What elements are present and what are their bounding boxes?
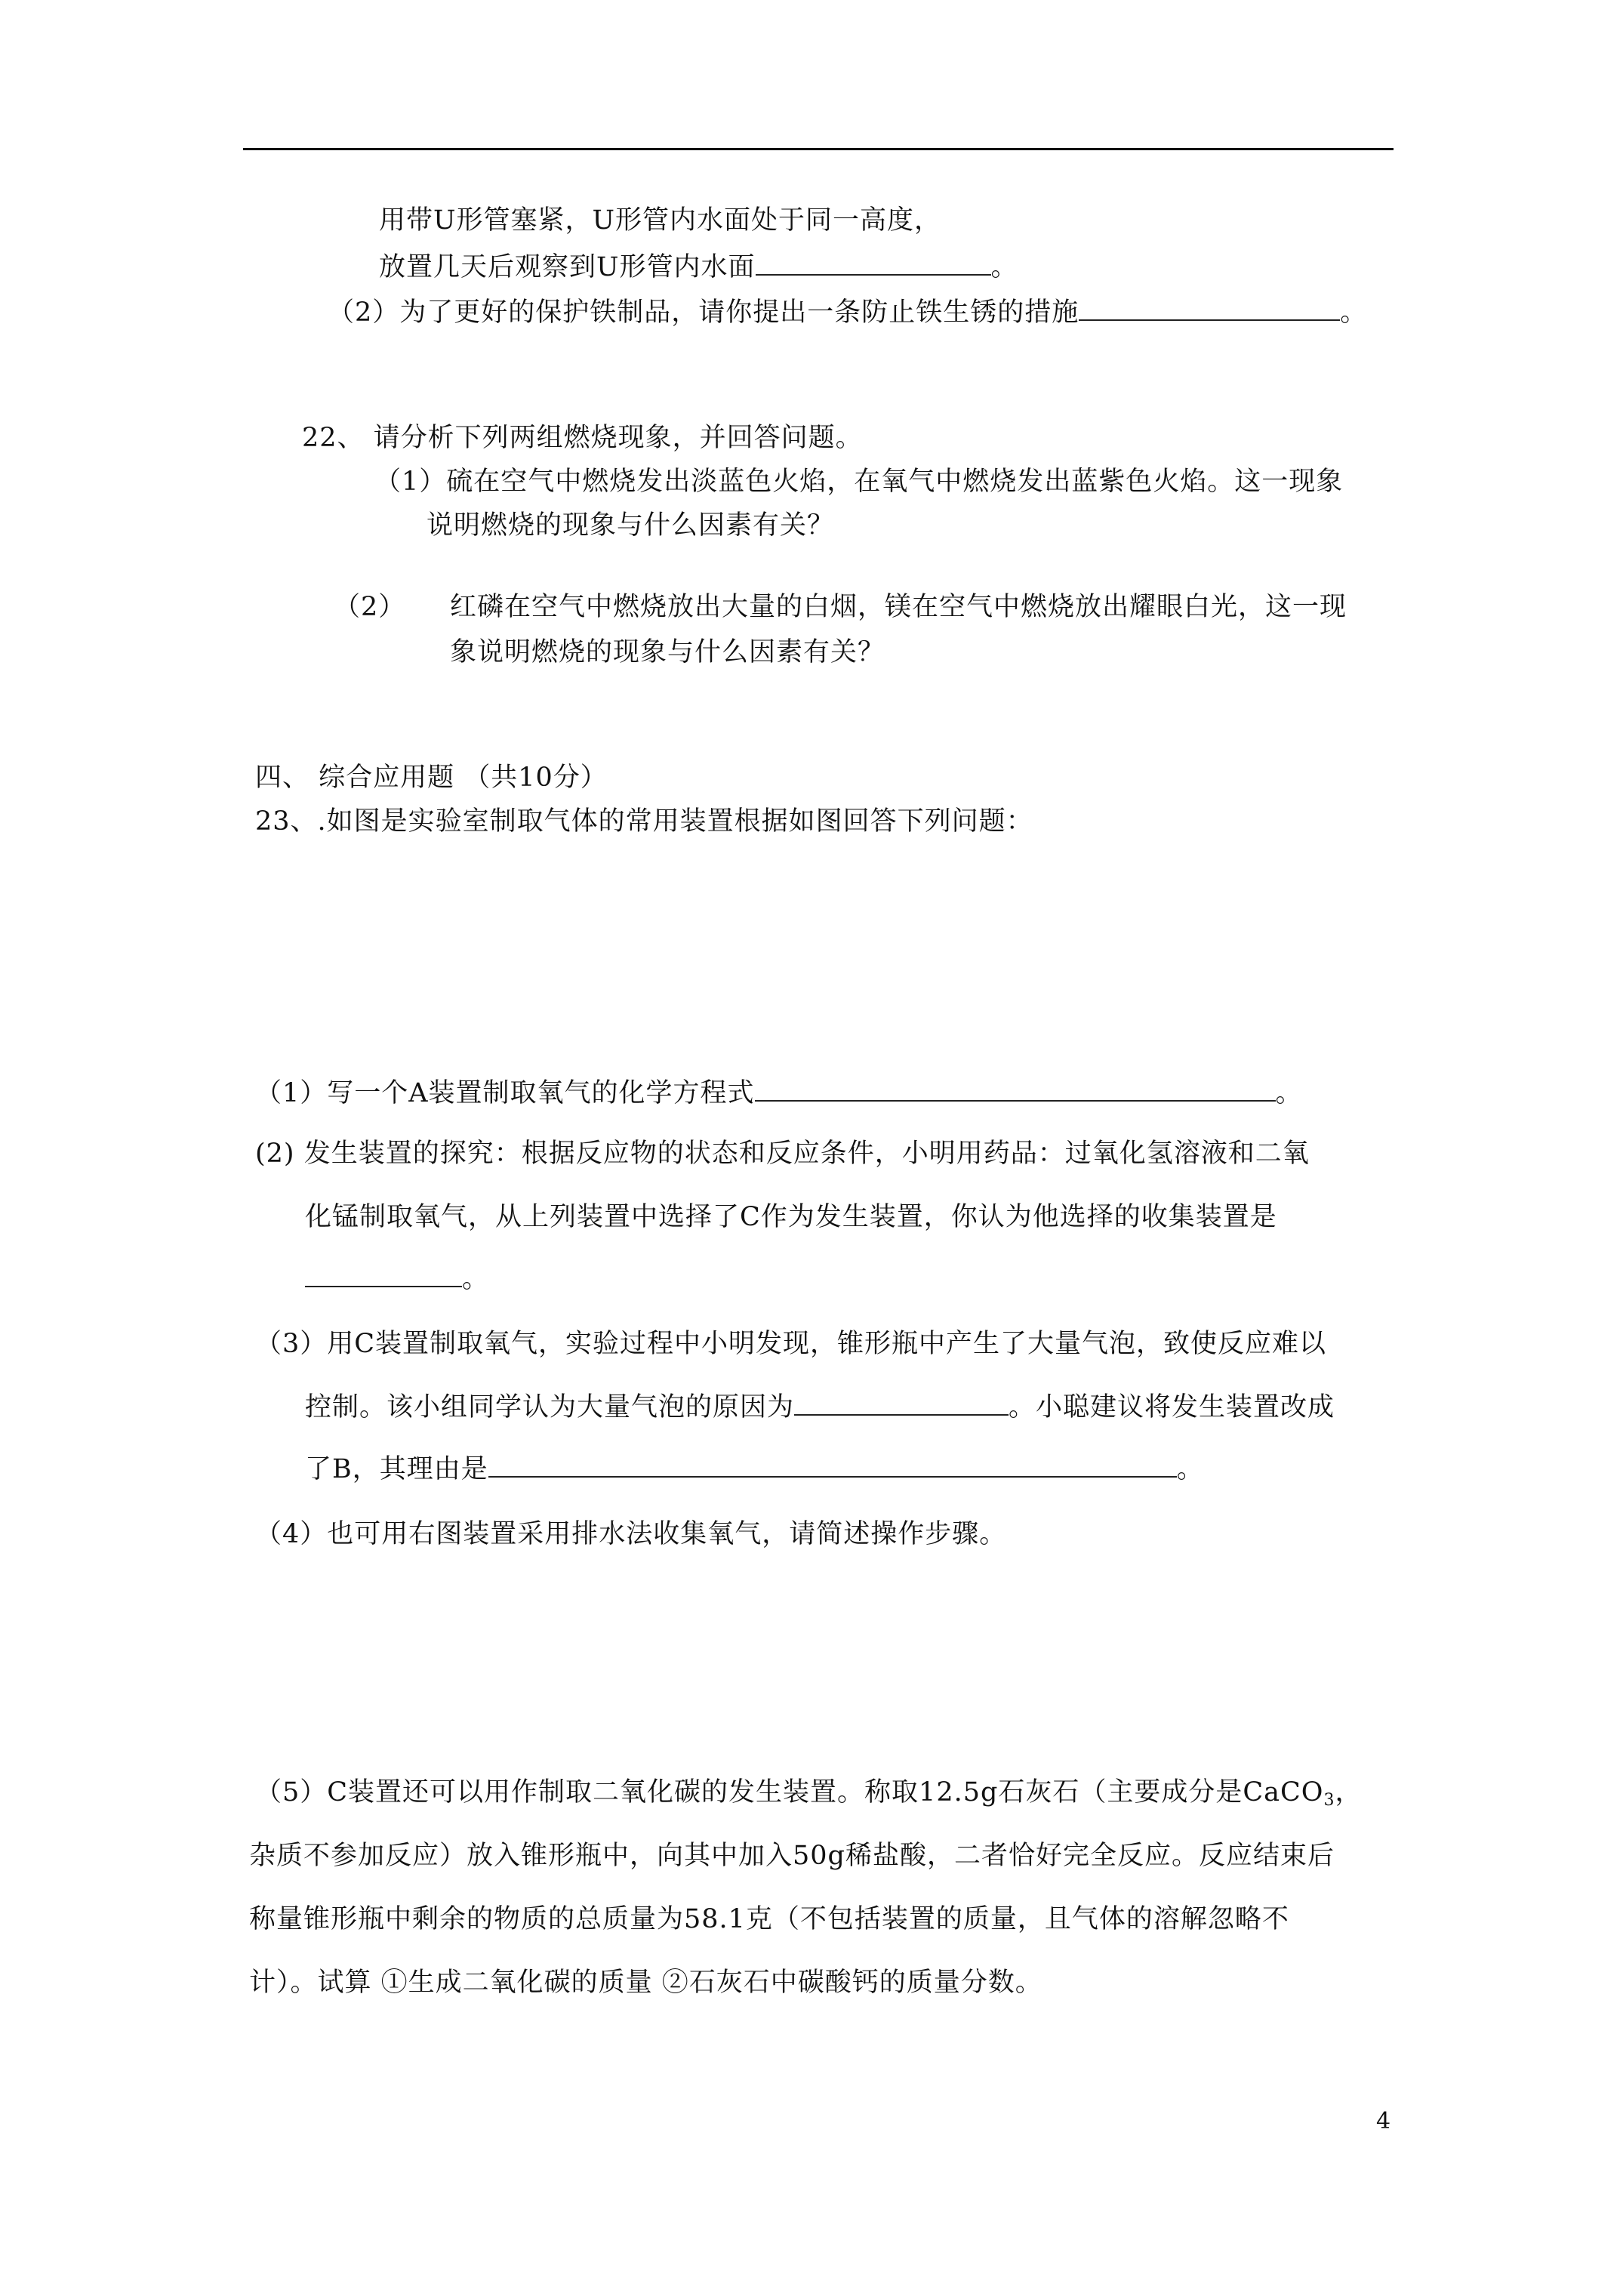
q21-line1: 用带U形管塞紧，U形管内水面处于同一高度， — [379, 205, 941, 236]
q23-part1-text: （1）写一个A装置制取氧气的化学方程式 — [255, 1078, 755, 1108]
q23-part2-line1: (2) 发生装置的探究：根据反应物的状态和反应条件，小明用药品：过氧化氢溶液和二氧 — [255, 1139, 1310, 1169]
q23-part5-subscript: 3 — [1323, 1791, 1335, 1810]
header-rule — [243, 148, 1394, 150]
q21-answer-blank-2[interactable] — [1079, 297, 1340, 321]
q21-line2-end: 。 — [990, 252, 1018, 282]
q23-part3-line3 — [305, 1451, 1204, 1487]
q23-part2-line3 — [305, 1261, 489, 1297]
q22-sub1-line1: （1）硫在空气中燃烧发出淡蓝色火焰，在氧气中燃烧发出蓝紫色火焰。这一现象 — [374, 467, 1344, 497]
section4-heading: 四、 综合应用题 （共10分） — [255, 763, 608, 793]
q23-part3-line2 — [305, 1389, 1335, 1425]
page-number: 4 — [1376, 2108, 1391, 2134]
q21-sub2-end: 。 — [1340, 297, 1368, 328]
q21-answer-blank-1[interactable] — [756, 251, 991, 276]
q23-part5-line1 — [255, 1774, 1363, 1811]
q23-part5-line3: 称量锥形瓶中剩余的物质的总质量为58.1克（不包括装置的质量，且气体的溶解忽略不 — [249, 1904, 1289, 1934]
q21-sub2 — [328, 294, 1367, 331]
q23-part3-line3-end: 。 — [1176, 1454, 1204, 1484]
q21-sub2-text: （2）为了更好的保护铁制品，请你提出一条防止铁生锈的措施 — [328, 297, 1079, 328]
q23-part2-line2: 化锰制取氧气，从上列装置中选择了C作为发生装置，你认为他选择的收集装置是 — [305, 1202, 1277, 1232]
q23-equation-blank[interactable] — [755, 1077, 1276, 1102]
q23-part4: （4）也可用右图装置采用排水法收集氧气，请简述操作步骤。 — [255, 1519, 1007, 1549]
q21-line2 — [379, 249, 1018, 285]
q22-stem: 22、 请分析下列两组燃烧现象，并回答问题。 — [302, 423, 863, 453]
q22-sub1-line2: 说明燃烧的现象与什么因素有关？ — [427, 510, 835, 541]
q23-part1 — [255, 1075, 1303, 1111]
q23-reason-blank[interactable] — [488, 1453, 1177, 1478]
q23-part1-end: 。 — [1275, 1078, 1303, 1108]
q23-part5-line4: 计）。试算 ①生成二氧化碳的质量 ②石灰石中碳酸钙的质量分数。 — [249, 1968, 1042, 1998]
q22-sub2-number: （2） — [334, 592, 406, 622]
q23-part2-end: 。 — [462, 1264, 490, 1294]
q23-part3-line2-end: 。小聪建议将发生装置改成 — [1009, 1392, 1335, 1422]
q23-part5-line2: 杂质不参加反应）放入锥形瓶中，向其中加入50g稀盐酸，二者恰好完全反应。反应结束后 — [249, 1841, 1335, 1871]
q23-part5-line1-end: ， — [1335, 1777, 1363, 1808]
q23-collector-blank[interactable] — [305, 1263, 462, 1287]
q21-line2-text: 放置几天后观察到U形管内水面 — [379, 252, 756, 282]
q23-bubble-reason-blank[interactable] — [794, 1391, 1009, 1416]
q23-part3-line3-text: 了B，其理由是 — [305, 1454, 488, 1484]
q22-sub2-line1: 红磷在空气中燃烧放出大量的白烟，镁在空气中燃烧放出耀眼白光，这一现 — [450, 592, 1347, 622]
q23-part3-line1: （3）用C装置制取氧气，实验过程中小明发现，锥形瓶中产生了大量气泡，致使反应难以 — [255, 1329, 1327, 1359]
q23-stem: 23、.如图是实验室制取气体的常用装置根据如图回答下列问题： — [255, 806, 1033, 837]
q23-part5-line1-text: （5）C装置还可以用作制取二氧化碳的发生装置。称取12.5g石灰石（主要成分是CaCO — [255, 1777, 1324, 1808]
q22-sub2-line2: 象说明燃烧的现象与什么因素有关？ — [450, 637, 885, 667]
q23-part3-line2-text: 控制。该小组同学认为大量气泡的原因为 — [305, 1392, 795, 1422]
